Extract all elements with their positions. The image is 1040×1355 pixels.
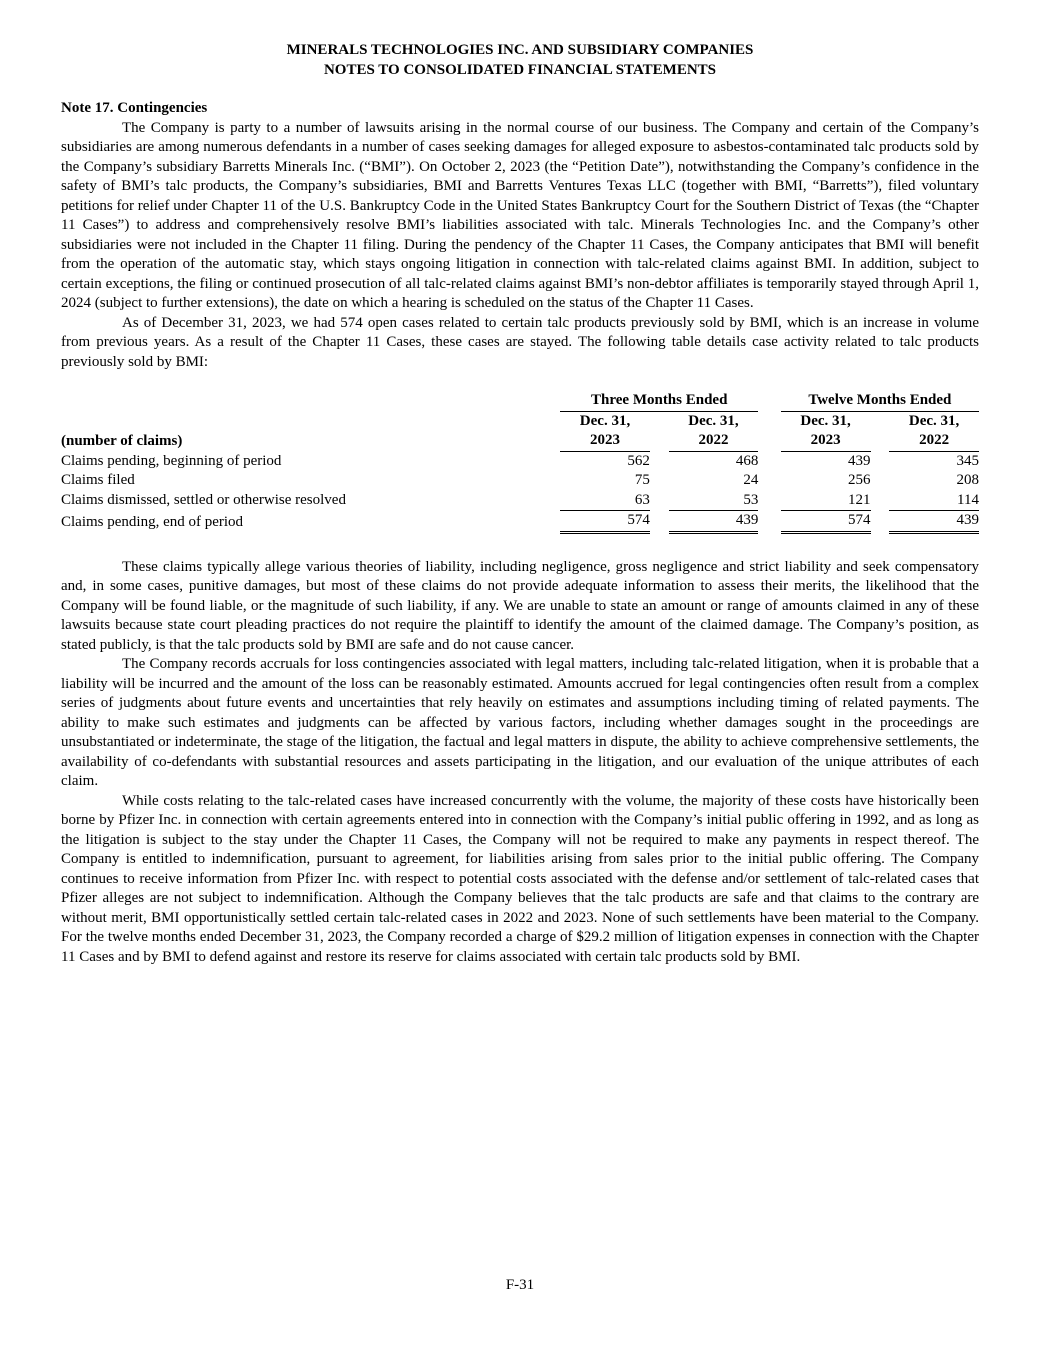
row-label: Claims filed — [61, 472, 135, 488]
document-header — [61, 40, 979, 80]
paragraph-5: While costs relating to the talc-related cases have increased concurrently with the volume, the majority of these costs have historically been borne by Pfizer Inc. in connection with certain agreements entered into in connection with the Company’s initial public offering in 1992, and as long as the litigation is subject to the stay under the Chapter 11 Cases, the Company will not be required to make any payments in respect thereof. The Company is entitled to indemnification, pursuant to agreement, for liabilities arising from sales prior to the initial public offering. The Company continues to receive information from Pfizer Inc. with respect to potential costs associated with the defense and/or settlement of talc-related cases that Pfizer alleges are not subject to indemnification. Although the Company believes that the talc products are safe and that claims to the contrary are without merit, BMI opportunistically settled certain talc-related cases in 2022 and 2023. None of such settlements have been material to the Company. For the twelve months ended December 31, 2023, the Company recorded a charge of $29.2 million of litigation expenses in connection with the Chapter 11 Cases and by BMI to defend against and restore its reserve for claims associated with certain talc products sold by BMI. — [61, 792, 979, 965]
cell-value: 345 — [956, 452, 979, 469]
cell-value: 562 — [627, 452, 650, 469]
paragraph-3: These claims typically allege various theories of liability, including negligence, gross negligence and strict liability and seek compensatory and, in some cases, punitive damages, but most of these claims do not provide adequate information to assess their merits, the likelihood that the Company will be found liable, or the magnitude of such liability, if any. We are unable to state an amount or range of amounts claimed in any of these lawsuits because state court pleading practices do not require the plaintiff to identify the amount of the claimed damage. The Company’s position, as stated publicly, is that the talc products sold by BMI are safe and do not cause cancer. — [61, 558, 979, 653]
cell-value: 439 — [848, 452, 871, 469]
column-header: Dec. 31, 2023 — [781, 411, 871, 451]
paragraph-1: The Company is party to a number of lawsuits arising in the normal course of our business. The Company and certain of the Company’s subsidiaries are among numerous defendants in a number of cases seeking damages for alleged exposure to asbestos-contaminated talc products sold by the Company’s subsidiary Barretts Minerals Inc. (“BMI”). On October 2, 2023 (the “Petition Date”), notwithstanding the Company’s confidence in the safety of BMI’s talc products, the Company’s subsidiaries, BMI and Barretts Ventures Texas LLC (together with BMI, “Barretts”), filed voluntary petitions for relief under Chapter 11 of the U.S. Bankruptcy Code in the United States Bankruptcy Court for the Southern District of Texas (the “Chapter 11 Cases”) to address and comprehensively resolve BMI’s liabilities associated with talc. Minerals Technologies Inc. and the Company’s other subsidiaries were not included in the Chapter 11 filing. During the pendency of the Chapter 11 Cases, the Company anticipates that BMI will benefit from the operation of the automatic stay, which stays ongoing litigation in connection with talc-related claims against BMI. In addition, subject to certain exceptions, the filing or continued prosecution of all talc-related claims against BMI’s non-debtor affiliates is temporarily stayed through April 1, 2024 (subject to further extensions), the date on which a hearing is scheduled on the status of the Chapter 11 Cases. — [61, 119, 979, 311]
row-label-header: (number of claims) — [61, 432, 183, 449]
note-title: Note 17. Contingencies — [61, 100, 208, 116]
column-header: Dec. 31, 2022 — [669, 411, 759, 451]
company-title: MINERALS TECHNOLOGIES INC. AND SUBSIDIARY COMPANIES — [286, 42, 754, 58]
cell-value: 256 — [848, 472, 871, 488]
document-page — [61, 40, 979, 967]
table-column-header-row — [61, 411, 979, 451]
claims-table — [61, 391, 979, 534]
table-group-header-row — [61, 391, 979, 411]
row-label: Claims pending, beginning of period — [61, 452, 282, 469]
table-total-row — [61, 511, 979, 533]
paragraph-2: As of December 31, 2023, we had 574 open cases related to certain talc products previously sold by BMI, which is an increase in volume from previous years. As a result of the Chapter 11 Cases, these cases are stayed. The following table details case activity related to talc products previously sold by BMI: — [61, 314, 979, 370]
cell-value: 114 — [889, 491, 979, 511]
row-label: Claims dismissed, settled or otherwise resolved — [61, 492, 346, 508]
row-label: Claims pending, end of period — [61, 513, 244, 530]
cell-value: 24 — [743, 472, 759, 488]
statement-subtitle: NOTES TO CONSOLIDATED FINANCIAL STATEMENTS — [323, 62, 717, 78]
group-header-three-months: Three Months Ended — [560, 391, 758, 411]
page-number: F-31 — [505, 1277, 535, 1293]
cell-value: 53 — [669, 491, 759, 511]
table-row — [61, 491, 979, 511]
group-header-twelve-months: Twelve Months Ended — [781, 391, 979, 411]
cell-value: 208 — [956, 472, 979, 488]
column-header: Dec. 31, 2023 — [560, 411, 650, 451]
cell-value: 574 — [781, 511, 871, 533]
cell-value: 439 — [669, 511, 759, 533]
column-header: Dec. 31, 2022 — [889, 411, 979, 451]
cell-value: 121 — [781, 491, 871, 511]
cell-value: 75 — [634, 472, 650, 488]
cell-value: 468 — [735, 452, 759, 469]
cell-value: 574 — [560, 511, 650, 533]
table-row — [61, 451, 979, 471]
paragraph-4: The Company records accruals for loss contingencies associated with legal matters, including talc-related litigation, when it is probable that a liability will be incurred and the amount of the loss can be reasonably estimated. Amounts accrued for legal contingencies often result from a complex series of judgments about future events and uncertainties that rely heavily on estimates and assumptions including timing of related payments. The ability to make such estimates and judgments can be affected by various factors, including whether damages sought in the proceedings are unsubstantiated or indeterminate, the stage of the litigation, the factual and legal matters in dispute, the ability to achieve comprehensive settlements, the availability of co-defendants with substantial resources and assets participating in the litigation, and our evaluation of the unique attributes of each claim. — [61, 656, 979, 789]
cell-value: 439 — [889, 511, 979, 533]
cell-value: 63 — [560, 491, 650, 511]
table-row — [61, 471, 979, 491]
